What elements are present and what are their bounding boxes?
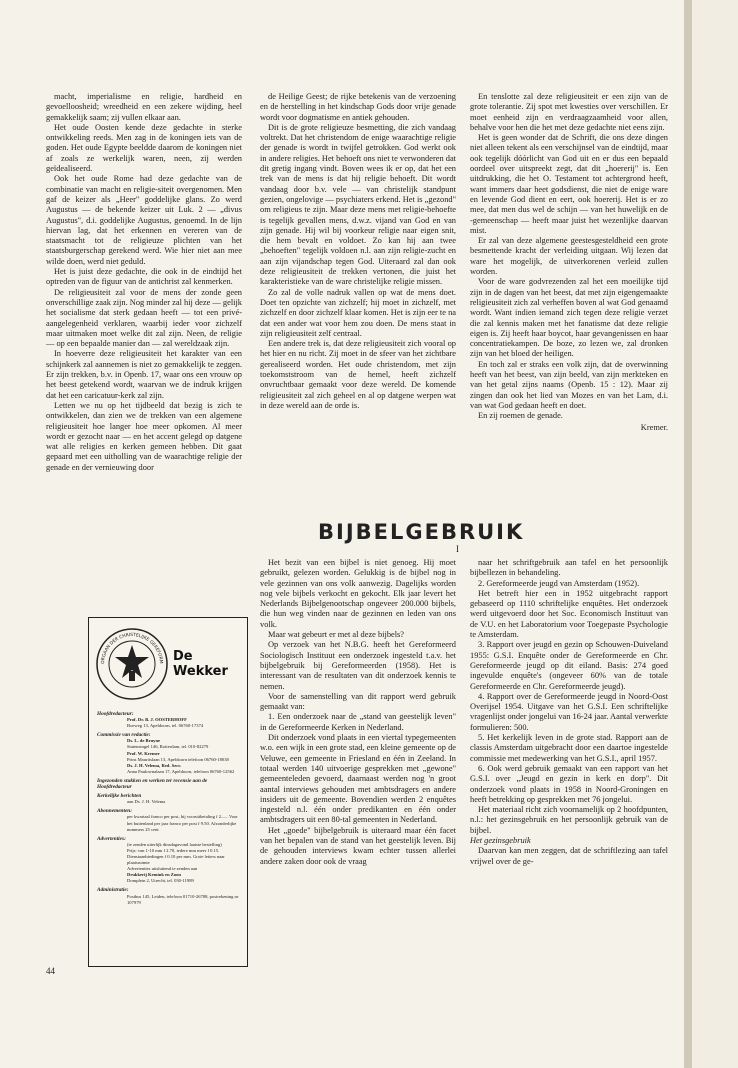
church-seal-logo xyxy=(95,627,169,701)
paragraph: Voor de ware godvrezenden zal het een moeilijke tijd zijn in de dagen van het beest, dat met zijn eigengemaakte religieusiteit zich zal verheffen boven al wat God genaamd wordt. Want indien iemand zich tegen deze religie verzet die zal kennis maken met het fanatisme dat deze religie eigen is. Zij heeft haar boycot, haar gevangenissen en haar concentratiekampen. De boze, zo lezen we, zal dronken zijn van het bloed der heiligen. xyxy=(470,277,668,359)
paragraph: Op verzoek van het N.B.G. heeft het Gereformeerd Sociologisch Instituut een onderzoek ingesteld t.a.v. het bijbelgebruik bij Gereformeerden (1958). Het is interessant van de resultaten van dit onderzoek kennis te nemen. xyxy=(260,640,456,691)
paragraph: Het betreft hier een in 1952 uitgebracht rapport gebaseerd op 1110 schriftelijke enquêtes. Het onderzoek werd uitgevoerd door het Soc. Economisch Instituut van de V.U. en het Laboratorium voor Toegepaste Psychologie te Amsterdam. xyxy=(470,588,668,640)
paragraph: Het materiaal richt zich voornamelijk op 2 hoofdpunten, n.l.: het gezinsgebruik en het persoonlijk gebruik van de bijbel. xyxy=(470,805,668,835)
masthead-line: Kerkelijke berichten xyxy=(97,793,142,800)
masthead-line: Advertenties uitsluitend te zenden aan xyxy=(127,866,198,872)
paragraph: 3. Rapport over jeugd en gezin op Schouwen-Duiveland 1955: G.S.I. Enquête onder de Gereformeerde en Chr. Gereformeerde jeugd op dit eiland. Basis: 274 goed ingevulde enquête's (ongeveer 60% van de totale Gereformeerde en Chr. Gereformeerde jeugd). xyxy=(470,640,668,691)
masthead-line: Prof. Dr. B. J. OOSTERHOFF xyxy=(127,717,187,723)
paragraph: In hoeverre deze religieusiteit het karakter van een schijnkerk zal aannemen is niet zo gemakkelijk te zeggen. Er zijn trekken, b.v. in Openb. 17, waar ons een vrouw op het beest getekend wordt, waarvan we de indruk krijgen dat het een caricatuur-kerk zal zijn. xyxy=(46,349,242,400)
adjacent-page-edge xyxy=(692,0,738,1068)
masthead-line: Prof. W. Kremer xyxy=(127,750,160,756)
paragraph: Het is juist deze gedachte, die ook in de eindtijd het optreden van de figuur van de antichrist zal kenmerken. xyxy=(46,267,242,287)
paragraph: Zo zal de volle nadruk vallen op wat de mens doet. Doet ten opzichte van zichzelf; hij moet in zichzelf, met zichzelf en door zichzelf klaar komen. Het is zijn eer te na dat een ander wat voor hem zou doen. De mens staat in zijn religieusiteit zelf centraal. xyxy=(260,287,456,338)
paragraph: 4. Rapport over de Gereformeerde jeugd in Noord-Oost Overijsel 1954. Uitgave van het G.S.I. Een schriftelijke vragenlijst onder jongelui van 16-24 jaar. Aantal verwerkte formulieren: 500. xyxy=(470,691,668,732)
masthead-line: Ds. L. de Bruyne xyxy=(127,738,161,744)
paragraph: Dit onderzoek vond plaats in een viertal typegemeenten w.o. een wijk in een grote stad, een kleine gemeente op de Veluwe, een gemeente in Friesland en één in Zeeland. In totaal werden 140 uitvoerige gesprekken met „gewone" gemeenteleden gevoerd, daarnaast werden nog 'n groot aantal interviews gehouden met ambtsdragers en andere insiders uit de gemeente. Bovendien werden 2 enquêtes ingesteld n.l. één onder predikanten en één onder ambtsdragers uit een 80-tal gemeenten in Nederland. xyxy=(260,733,456,825)
paragraph: Het bezit van een bijbel is niet genoeg. Hij moet gebruikt, gelezen worden. Gelukkig is de bijbel nog in vele gezinnen van ons volk aanwezig. Dagelijks worden nog vele bijbels verkocht en gekocht. Elk jaar levert het Nederlands Bijbelgenootschap ongeveer 200.000 bijbels, die hun weg vinden naar de gezinnen en leden van ons volk. xyxy=(260,558,456,629)
masthead-line: Abonnementen: xyxy=(97,808,133,815)
masthead-line: Hoofdredacteur: xyxy=(97,711,134,717)
masthead-line: Administratie: xyxy=(97,887,129,894)
masthead-title: De Wekker xyxy=(173,649,228,679)
masthead-line: Commissie van redactie: xyxy=(97,732,151,739)
masthead-line: Anna Paulownalaan 17, Apeldoorn, telefoon 06760-12562 xyxy=(127,768,235,774)
paragraph: De religieusiteit zal voor de mens der zonde geen onverschillige zaak zijn. Nog minder zal hij deze — gelijk het socialisme dat sterk gedaan heeft — tot een privé-aangelegenheid verklaren, waarbij ieder voor zichzelf maar uitmaken moet welke dit zal zijn. Neen, de religie — op een bepaalde manier dan — zal wereldzaak zijn. xyxy=(46,287,242,349)
section-title xyxy=(318,520,638,554)
masthead-line: (te zenden uiterlijk dinsdagavond laatste bestelling) xyxy=(127,841,222,847)
masthead-line: Prins Mauritslaan 13, Apeldoorn telefoon 06760-18038 xyxy=(127,756,229,762)
masthead-line: Advertenties: xyxy=(97,835,126,842)
paragraph: Het oude Oosten kende deze gedachte in sterke ontwikkeling reeds. Men zag in de koningen iets van de goden. Het oude Egypte beeldde daarom de koningen niet af zoals ze werkelijk waren, neen, zij werden geïdealiseerd. xyxy=(46,122,242,174)
paragraph: 2. Gereformeerde jeugd van Amsterdam (1952). xyxy=(478,578,640,588)
masthead-line: Postbus 145, Leiden, telefoon 01710-26788, postrekening nr 107979 xyxy=(127,893,239,905)
paragraph: Voor de samenstelling van dit rapport werd gebruik gemaakt van: xyxy=(260,691,456,712)
page-gutter xyxy=(684,0,692,1068)
masthead-line: Boeweg 13, Apeldoorn, tel. 06760-17374 xyxy=(127,723,204,729)
paragraph: de Heilige Geest; de rijke betekenis van de verzoening en de herstelling in het kindschap Gods door vrije genade wordt voor dogmatisme en antiek gehouden. xyxy=(260,92,456,122)
paragraph: naar het schriftgebruik aan tafel en het persoonlijk bijbellezen in behandeling. xyxy=(470,558,668,578)
paragraph: 5. Het kerkelijk leven in de grote stad. Rapport aan de classis Amsterdam uitgebracht door een daartoe ingestelde commissie met medewerking van het G.S.I., april 1957. xyxy=(470,733,668,763)
column-3 xyxy=(470,92,668,522)
paragraph: En tenslotte zal deze religieusiteit er een zijn van de grote tolerantie. Zij spot met kwesties over verschillen. Er moet eenheid zijn en verdraagzaamheid voor allen, behalve voor hen die het met deze gedachte niet eens zijn. xyxy=(470,92,668,132)
column-2 xyxy=(260,92,456,522)
paragraph: Een andere trek is, dat deze religieusiteit zich vooral op het hier en nu richt. Zij moet in de sfeer van het zichtbare gerealiseerd worden. Het oude christendom, met zijn toekomststroom van de hemel, heeft zichzelf onvruchtbaar gemaakt voor deze wereld. De komende religieusiteit zal zich geheel en al op datgene werpen wat in deze wereld aan de orde is. xyxy=(260,339,456,410)
page-number: 44 xyxy=(46,966,55,976)
paragraph: 6. Ook werd gebruik gemaakt van een rapport van het G.S.I. over „Jeugd en gezin in kerk en dorp". Dit onderzoek vond plaats in 1958 in Noord-Groningen en heeft betrekking op gesprekken met 76 jongelui. xyxy=(470,763,668,804)
masthead-header xyxy=(95,624,241,704)
masthead-line: Ingezonden stukken en werken ter recensie aan de Hoofdredacteur xyxy=(97,777,208,791)
masthead-line: Drukkerij Kemink en Zoon xyxy=(127,872,181,878)
paragraph: Het is geen wonder dat de Schrift, die ons deze dingen niet alleen tekent als een verschijnsel van de eindtijd, maar ook tegelijk dóórlicht van God uit en er dus een bepaald oordeel over uitspreekt zegt, dat dit „hoererij" is. Een uitdrukking, die het O. Testament tot achtergrond heeft, want immers daar heet godsdienst, die niet de enige ware en levende God dient en eert, ook hoererij. Het is er zo mee, dat men dus wel de schijn — van het huwelijk en de -gemeenschap — heeft maar juist het wezenlijke daarvan mist. xyxy=(470,133,668,235)
masthead-line: aan Ds. J. H. Velema xyxy=(127,799,166,805)
masthead-details xyxy=(97,708,239,906)
masthead-line: Prijs: van 1-10 mm f 2.70, iedere mm meer f 0.15. Dienstaanbiedingen f 0.10 per mm. Grote letters naar plaatsruimte xyxy=(127,847,225,866)
masthead-line: per kwartaal franco per post, bij vooruitbetaling f 2.—. Voor het buitenland per jaar franco per post f 9.50. Afzonderlijke nummers 25 cent xyxy=(127,814,238,832)
author-signature: Kremer. xyxy=(640,422,668,432)
paragraph: Letten we nu op het tijdbeeld dat bezig is zich te ontwikkelen, dan zien we de trekken van een algemene religieusiteit hoe langer hoe meer opkomen. Al meer wordt er gezocht naar — en het accent gelegd op datgene wat alle religies en kerken gemeen hebben. Dit gaat gepaard met een uitholling van de waarachtige religie der genade en der vernieuwing door xyxy=(46,400,242,472)
paragraph: 1. Een onderzoek naar de „stand van geestelijk leven" in de Gereformeerde Kerken in Nederland. xyxy=(260,712,456,732)
paragraph: Dit is de grote religieuze besmetting, die zich vandaag voltrekt. Dat het christendom de enige waarachtige religie der genade is wordt in twijfel getrokken. God werkt ook in andere religies. Het behoeft ons niet te verwonderen dat dit gretig ingang vindt. Boven wees ik er op, dat het een trek van de mens is dat hij religie behoeft. Dit wordt vandaag door b.v. vele — van christelijk standpunt gezien, ongelovige — psychiaters erkend. Het is „gezond" om religieus te zijn. Maar deze mens met religie-behoefte is tegelijk gevallen mens, d.w.z. vijand van God en van zijn genade. Hij wil bij voorkeur religie naar eigen snit, die hem bevalt en voldoet. Zo kan hij aan twee „behoeften" tegelijk voldoen n.l. aan zijn religie-zucht en aan zijn vijandschap tegen God. Uiteraard zal dan ook deze religieusiteit de trekken vertonen, die juist het karakteristieke van de ware christelijke religie missen. xyxy=(260,122,456,287)
paragraph: Ook het oude Rome had deze gedachte van de combinatie van macht en religie-siteit overgenomen. Men gaf de keizer als „Heer" goddelijke glans. Zo werd Augustus — de bekende keizer uit Luk. 2 — „divus Augustus", d.i. goddelijke Augustus, genoemd. In de lijn hiervan lag, dat het erkennen en vereren van de staatsmacht tot de religieuze plichten van het staatsburgerschap gerekend werd. Wie hier niet aan mee wilde doen, werd niet geduld. xyxy=(46,174,242,266)
paragraph: En toch zal er straks een volk zijn, dat de overwinning heeft van het beest, van zijn beeld, van zijn merkteken en van het getal zijns naams (Openb. 15 : 12). Maar zij zingen dan ook het lied van Mozes en van het Lam, d.i. van wat God gedaan heeft en doet. xyxy=(470,359,668,410)
masthead-line: Statensingel 146, Rotterdam, tel. 010-82279 xyxy=(127,744,209,750)
paragraph: Daarvan kan men zeggen, dat de schriftlezing aan tafel vrijwel over de ge- xyxy=(470,846,668,866)
paragraph: Het gezinsgebruik xyxy=(470,836,531,846)
section-title-text: BIJBELGEBRUIK xyxy=(318,520,525,544)
masthead-line: Ds. J. H. Velema, Red. Secr. xyxy=(127,762,182,768)
section-number: I xyxy=(456,544,459,554)
paragraph: Er zal van deze algemene geestesgesteldheid een grote besmettende kracht der verleiding uitgaan. Wij lezen dat ware het mogelijk, de uitverkorenen verleid zullen worden. xyxy=(470,236,668,277)
paragraph: Maar wat gebeurt er met al deze bijbels? xyxy=(268,630,405,640)
seal-graphic xyxy=(95,627,169,701)
masthead-box xyxy=(88,617,248,967)
column-1 xyxy=(46,92,242,612)
masthead-line: Domplein 2, Utrecht, tel. 030-11989 xyxy=(127,878,194,884)
paragraph: En zij roemen de genade. xyxy=(478,411,563,421)
column-5 xyxy=(470,558,668,978)
svg-text:ORGAAN DER CHRISTELIJKE GEREFO: ORGAAN DER CHRISTELIJKE GEREFORM xyxy=(100,632,164,665)
paragraph: Het „goede" bijbelgebruik is uiteraard maar één facet van het bepalen van de stand van het geestelijk leven. Bij de gehouden interviews kwam echter tussen allerlei andere zaken door ook de vraag xyxy=(260,825,456,866)
column-4 xyxy=(260,558,456,978)
paragraph: macht, imperialisme en religie, hardheid en gevoelloosheid; wreedheid en een zekere wijding, heel gemakkelijk saam; zij vullen elkaar aan. xyxy=(46,92,242,122)
